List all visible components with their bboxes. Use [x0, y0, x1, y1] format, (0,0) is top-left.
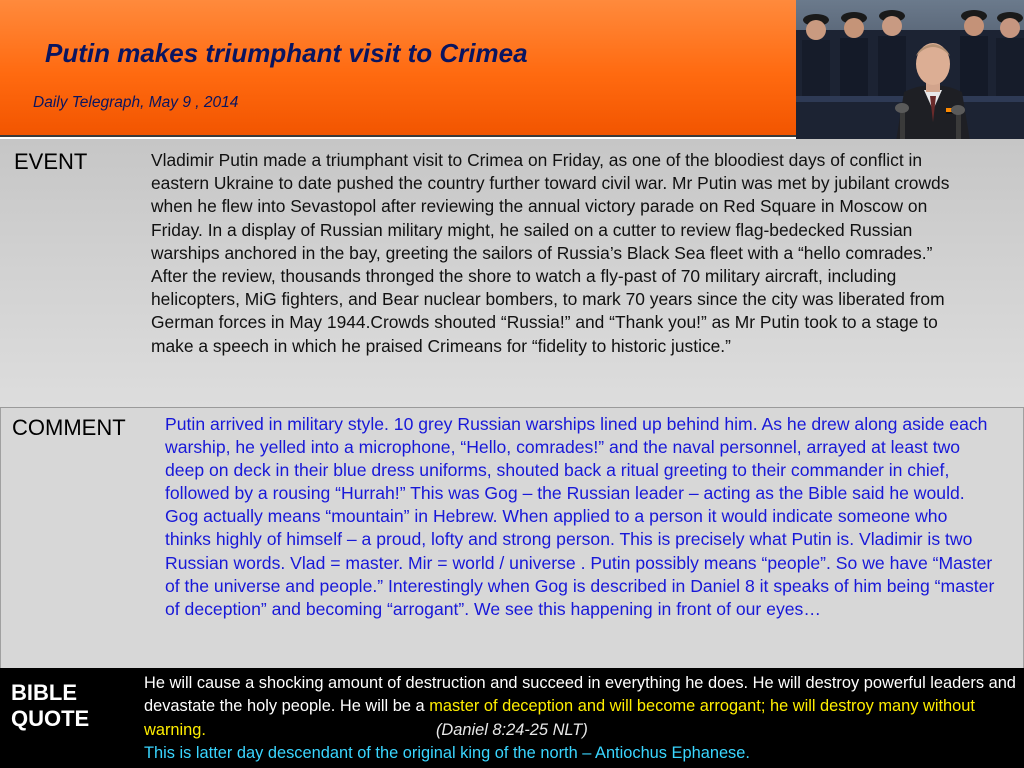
bible-quote-label — [11, 680, 89, 732]
page-title: Putin makes triumphant visit to Crimea — [45, 38, 528, 68]
bible-label-line1: BIBLE — [11, 680, 77, 705]
source-subtitle: Daily Telegraph, May 9 , 2014 — [33, 94, 239, 111]
quote-reference: (Daniel 8:24-25 NLT) — [435, 720, 588, 739]
bible-quote-text — [144, 672, 1020, 765]
quote-footer: This is latter day descendant of the original king of the north – Antiochus Ephanese. — [144, 743, 750, 762]
bible-quote-section — [0, 668, 1024, 768]
event-text: Vladimir Putin made a triumphant visit to Crimea on Friday, as one of the bloodiest days of conflict in eastern Ukraine to date pushed the country further toward civil war. Mr Putin was met by jubilant crowds when he flew into Sevastopol after reviewing the annual victory parade on Red Square in Moscow on Friday. In a display of Russian military might, he sailed on a cutter to review flag-bedecked Russian warships anchored in the bay, greeting the sailors of Russia’s Black Sea fleet with a “hello comrades.” After the review, thousands thronged the shore to watch a fly-past of 70 military aircraft, including helicopters, MiG fighters, and Bear nuclear bombers, to mark 70 years since the city was liberated from German forces in May 1944.Crowds shouted “Russia!” and “Thank you!” as Mr Putin took to a stage to make a speech in which he praised Crimeans for “fidelity to historic justice.” — [151, 150, 950, 356]
event-label: EVENT — [14, 149, 88, 174]
comment-section — [0, 408, 1024, 668]
quote-text-part1: He will cause a shocking amount of destruction and succeed in everything he does. He will destroy powerful leaders and devastate the holy people. He will be a — [144, 674, 1016, 716]
bible-label-line2: QUOTE — [11, 706, 90, 731]
comment-label: COMMENT — [12, 415, 126, 440]
putin-photo — [796, 0, 1024, 141]
quote-highlight: master of deception and will become arrogant; — [429, 697, 766, 716]
comment-text: Putin arrived in military style. 10 grey Russian warships lined up behind him. As he drew along aside each warship, he yelled into a microphone, “Hello, comrades!” and the naval personnel, arrayed at least two deep on deck in their blue dress uniforms, shouted back a ritual greeting to their commander in chief, followed by a rousing “Hurrah!” This was Gog – the Russian leader – acting as the Bible said he would. Gog actually means “mountain” in Hebrew. When applied to a person it would indicate someone who thinks highly of himself – a proud, lofty and strong person. This is precisely what Putin is. Vladimir is two Russian words. Vlad = master. Mir = world / universe . Putin possibly means “people”. So we have “Master of the universe and people.” Interestingly when Gog is described in Daniel 8 it speaks of him being “master of deception” and becoming “arrogant”. We see this happening in front of our eyes… — [165, 414, 995, 619]
event-section — [0, 139, 1024, 408]
quote-text-part2: he will destroy many without warning. — [144, 697, 975, 739]
